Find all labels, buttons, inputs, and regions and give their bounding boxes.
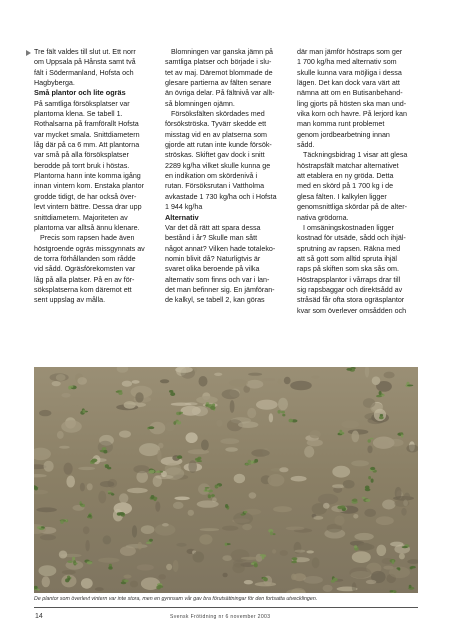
soil-clod xyxy=(255,582,276,586)
section-heading: Alternativ xyxy=(165,212,199,222)
body-line: misstag vid en av platserna som xyxy=(165,130,267,139)
soil-clod xyxy=(311,376,319,379)
soil-clod xyxy=(137,564,154,570)
body-line: genom jordbearbetning innan xyxy=(297,130,390,139)
soil-clod xyxy=(367,446,372,454)
soil-clod xyxy=(39,410,51,416)
body-line: rutan. Försöksrutan i Vattholma xyxy=(165,182,265,191)
soil-clod xyxy=(225,447,238,452)
soil-clod xyxy=(36,507,57,512)
soil-clod xyxy=(173,502,184,509)
soil-clod xyxy=(78,467,95,470)
soil-clod xyxy=(222,389,240,399)
body-line: nämna att om en Butisanbehand- xyxy=(297,89,403,98)
column-3 xyxy=(297,47,420,316)
body-line: berodde på torrt bruk i höstas. xyxy=(34,161,130,170)
body-line: nomin blivit då? Naturligtvis är xyxy=(165,254,261,263)
body-line: var mycket smala. Snittdiametern xyxy=(34,130,140,139)
body-line: kvar som överlever omsådden och xyxy=(297,306,407,315)
soil-clod xyxy=(166,564,172,570)
soil-clod xyxy=(135,392,143,402)
soil-clod xyxy=(42,576,50,587)
soil-clod xyxy=(222,526,238,531)
body-line: Plantorna hann inte komma igång xyxy=(34,172,141,181)
soil-clod xyxy=(198,483,210,494)
body-line: Var det då rätt att spara dessa xyxy=(165,223,261,232)
section-heading: Små plantor och lite ogräs xyxy=(34,88,126,98)
soil-clod xyxy=(193,552,205,563)
soil-clod xyxy=(247,408,256,418)
soil-clod xyxy=(406,445,418,453)
soil-clod xyxy=(364,509,376,517)
soil-clod xyxy=(138,542,143,550)
soil-clod xyxy=(62,570,76,574)
soil-clod xyxy=(188,460,197,473)
soil-clod xyxy=(119,493,128,503)
body-line: än övriga delar. På fältnivå var allt- xyxy=(165,89,275,98)
soil-clod xyxy=(241,557,259,560)
soil-clod xyxy=(382,500,395,510)
soil-clod xyxy=(85,540,89,551)
soil-clod xyxy=(401,508,406,516)
soil-clod xyxy=(160,379,169,383)
body-line: Försöksfälten skördades med xyxy=(171,110,265,119)
soil-clod xyxy=(294,550,305,553)
body-line: stråsäd får ofta stora ogräsplantor xyxy=(297,296,405,305)
body-line: tet av maj. Däremot blommade de xyxy=(165,68,273,77)
body-line: alternativ som finns och var i lan- xyxy=(165,275,270,284)
soil-clod xyxy=(248,373,262,376)
body-line: med en skörd på 1 700 kg i de xyxy=(297,182,394,191)
body-line: så blomningen ojämn. xyxy=(165,99,235,108)
body-line: Blomningen var ganska jämn på xyxy=(171,48,274,56)
soil-clod xyxy=(399,553,405,559)
body-line: I omsäningskostnaden ligger xyxy=(303,223,394,232)
soil-clod xyxy=(98,558,119,563)
body-line: de torra förhållanden som rådde xyxy=(34,254,136,263)
soil-clod xyxy=(393,496,414,501)
soil-clod xyxy=(124,401,136,409)
body-line: låg på alla platser. På en av för- xyxy=(34,275,135,284)
soil-clod xyxy=(303,576,323,584)
soil-clod xyxy=(313,516,323,520)
soil-clod xyxy=(130,581,138,588)
soil-clod xyxy=(157,450,161,462)
body-line: man komma runt problemet xyxy=(297,120,385,129)
body-line: försökströska. Tyvärr skedde ett xyxy=(165,120,267,129)
body-line: höstgroende ogräs missgynnats av xyxy=(34,244,145,253)
soil-clod xyxy=(56,374,66,381)
soil-clod xyxy=(223,573,228,578)
soil-clod xyxy=(77,377,87,385)
soil-clod xyxy=(155,524,176,536)
soil-clod xyxy=(103,535,112,544)
soil-clod xyxy=(83,526,90,534)
soil-clod xyxy=(158,574,166,579)
body-line: skulle kunna vara möjliga i dessa xyxy=(297,68,402,77)
body-line: svaret olika beroende på vilka xyxy=(165,265,260,274)
soil-clod xyxy=(278,398,288,411)
soil-clod xyxy=(39,565,57,576)
soil-clod xyxy=(44,399,65,407)
soil-clod xyxy=(95,587,104,591)
soil-clod xyxy=(390,542,403,547)
soil-clod xyxy=(119,431,131,438)
soil-clod xyxy=(120,546,136,556)
body-line: det man befinner sig. En jämföran- xyxy=(165,285,275,294)
body-line: något annat? Vilken hade totalekо- xyxy=(165,244,276,253)
body-line: 1 700 kg/ha med alternativ som xyxy=(297,58,397,67)
soil-clod xyxy=(307,439,323,446)
soil-clod xyxy=(342,420,360,428)
soil-clod xyxy=(372,376,381,385)
soil-clod xyxy=(323,585,333,592)
soil-clod xyxy=(384,372,395,379)
soil-clod xyxy=(334,515,344,525)
soil-clod xyxy=(318,494,338,505)
body-line: På samtliga försöksplatser var xyxy=(34,99,130,108)
footer-divider xyxy=(34,607,418,608)
column-2 xyxy=(165,47,288,306)
soil-clod xyxy=(256,400,278,410)
soil-clod xyxy=(153,475,162,487)
soil-clod xyxy=(262,378,275,381)
soil-clod xyxy=(229,379,248,387)
body-line: raps på skiften som ska sås om. xyxy=(297,265,399,274)
body-line: att etablera en ny gröda. Detta xyxy=(297,172,394,181)
body-line: vid sådd. Ogräsförekomsten var xyxy=(34,265,136,274)
body-line: gjorde att rutan inte kunde försök- xyxy=(165,141,272,150)
body-line: sig rapsbaggar och direktsådd av xyxy=(297,285,403,294)
body-line: plantorna klena. Se tabell 1. xyxy=(34,110,123,119)
page-number: 14 xyxy=(35,613,43,620)
soil-clod xyxy=(100,481,114,487)
soil-clod xyxy=(363,398,375,408)
magazine-name: Svensk Frötidning nr 6 november 2003 xyxy=(170,614,271,620)
body-line: Täckningsbidrag 1 visar att glesa xyxy=(303,151,408,160)
soil-clod xyxy=(40,535,56,541)
body-line: snittdiametern. Majoriteten av xyxy=(34,213,128,222)
soil-clod xyxy=(376,516,394,525)
soil-clod xyxy=(242,524,252,530)
soil-clod xyxy=(290,381,312,391)
soil-clod xyxy=(66,398,86,406)
field-photo xyxy=(34,367,418,593)
body-line: innan vintern kom. Enstaka plantor xyxy=(34,182,144,191)
soil-clod xyxy=(291,476,307,482)
soil-clod xyxy=(132,525,137,537)
body-line: avkastade 1 730 kg/ha och i Hofsta xyxy=(165,192,277,201)
soil-clod xyxy=(309,430,320,438)
body-line: genomsnittliga skördar på de alter- xyxy=(297,203,407,212)
soil-clod xyxy=(304,446,314,458)
body-line: söksplatserna kom däremot ett xyxy=(34,285,132,294)
soil-clod xyxy=(352,551,371,563)
soil-clod xyxy=(312,557,320,568)
photo-caption: De plantor som överlevt vintern var inte stora, men en gynnsam vår gav bra förutsättningar för den fortsatta utvecklingen. xyxy=(34,596,318,602)
body-line: plantorna var alltså ännu klenare. xyxy=(34,223,140,232)
soil-clod xyxy=(148,408,167,411)
soil-clod xyxy=(246,380,263,389)
body-line: fält i Södermanland, Hofsta och xyxy=(34,68,134,77)
soil-clod xyxy=(185,402,198,405)
soil-clod xyxy=(199,534,212,544)
soil-clod xyxy=(186,432,198,443)
soil-clod xyxy=(188,510,194,516)
soil-clod xyxy=(352,582,357,592)
soil-clod xyxy=(279,467,288,472)
soil-clod xyxy=(44,461,54,472)
soil-clod xyxy=(354,533,373,540)
soil-clod xyxy=(81,578,93,589)
body-line: 2289 kg/ha vilket skulle kunna ge xyxy=(165,161,271,170)
body-line: ströskas. Skiftet gav dock i snitt xyxy=(165,151,265,160)
arrow-marker-icon xyxy=(26,50,31,56)
soil-clod xyxy=(181,406,201,416)
soil-clod xyxy=(238,421,258,428)
body-line: höstrapsfält matchar alternativet xyxy=(297,161,399,170)
body-line: sprutning av rapsen. Räkna med xyxy=(297,244,401,253)
soil-clod xyxy=(59,446,70,449)
soil-clod xyxy=(214,373,222,376)
soil-clod xyxy=(220,438,239,444)
soil-clod xyxy=(199,376,208,387)
body-line: Precis som rapsen hade även xyxy=(40,234,135,243)
body-line: sent uppslag av målla. xyxy=(34,296,106,305)
soil-clod xyxy=(272,549,276,553)
body-line: Hagbyberga. xyxy=(34,79,75,88)
soil-clod xyxy=(352,431,360,443)
soil-clod xyxy=(251,449,269,457)
body-line: vika korn och havre. På lerjord kan xyxy=(297,110,407,119)
soil-clod xyxy=(124,575,132,579)
soil-clod xyxy=(64,463,73,475)
body-line: nativa grödorna. xyxy=(297,213,349,222)
soil-clod xyxy=(249,492,257,498)
body-line: grodde tidigt, de har också över- xyxy=(34,192,137,201)
body-line: levt vintern bättre. Dessa drar upp xyxy=(34,203,142,212)
body-line: de kalkyl, se tabell 2, kan göras xyxy=(165,296,265,305)
soil-clod xyxy=(87,483,93,490)
soil-clod xyxy=(52,381,61,386)
body-line: Rothalsarna på framförallt Hofsta xyxy=(34,120,139,129)
body-line: samtliga platser och började i slu- xyxy=(165,58,272,67)
soil-clod xyxy=(366,580,377,584)
body-line: lägen. Det kan dock vara värt att xyxy=(297,79,400,88)
soil-clod xyxy=(269,413,273,422)
soil-clod xyxy=(200,528,219,531)
body-line: kostnad för utsäde, sådd och ihjäl- xyxy=(297,234,406,243)
soil-clod xyxy=(216,420,222,427)
body-line: bestånd i år? Skulle man sått xyxy=(165,234,258,243)
body-line: ling gjorts på hösten ska man und- xyxy=(297,99,407,108)
soil-clod xyxy=(141,525,155,534)
soil-clod xyxy=(286,527,305,531)
soil-clod xyxy=(66,476,75,488)
soil-clod xyxy=(351,460,369,466)
body-line: 1 944 kg/ha xyxy=(165,203,203,212)
body-line: låg där på ca 6 mm. Att plantorna xyxy=(34,141,140,150)
soil-clod xyxy=(197,500,219,507)
soil-clod xyxy=(139,443,160,456)
soil-clod xyxy=(59,551,67,559)
body-line: en indikation om skördenivå i xyxy=(165,172,258,181)
soil-clod xyxy=(403,500,408,507)
soil-clod xyxy=(343,480,355,489)
soil-clod xyxy=(273,506,292,512)
body-line: Höstrapsplantor i vårraps drar till xyxy=(297,275,401,284)
soil-clod xyxy=(80,483,85,492)
soil-clod xyxy=(122,381,132,387)
body-line: där man jämför höstraps som ger xyxy=(297,48,403,56)
body-line: glesare partierna av fälten senare xyxy=(165,79,272,88)
soil-clod xyxy=(127,488,148,493)
soil-clod xyxy=(61,393,70,398)
soil-clod xyxy=(349,567,371,578)
body-line: att så gott som alltid spruta ihjäl xyxy=(297,254,398,263)
soil-clod xyxy=(306,550,314,553)
soil-clod xyxy=(133,465,149,473)
soil-clod xyxy=(388,439,403,447)
soil-clod xyxy=(357,543,372,551)
soil-clod xyxy=(323,503,330,509)
soil-clod xyxy=(176,543,186,547)
column-1 xyxy=(34,47,157,306)
soil-clod xyxy=(57,431,64,439)
soil-clod xyxy=(278,379,282,384)
soil-clod xyxy=(132,380,140,384)
body-line: sådd. xyxy=(297,141,315,150)
body-line: om Uppsala på Hånsta samt två xyxy=(34,58,136,67)
body-line: glesa fälten. I kalkylen ligger xyxy=(297,192,387,201)
soil-clod xyxy=(233,560,244,568)
soil-clod xyxy=(61,420,82,432)
soil-clod xyxy=(155,501,160,511)
soil-clod xyxy=(268,474,285,486)
soil-clod xyxy=(332,466,350,478)
soil-clod xyxy=(376,545,386,556)
soil-clod xyxy=(234,474,245,484)
soil-clod xyxy=(284,377,291,384)
soil-clod xyxy=(201,440,209,451)
soil-clod xyxy=(244,580,253,584)
body-line: Tre fält valdes till slut ut. Ett norr xyxy=(34,48,136,56)
soil-clod xyxy=(174,497,189,501)
soil-clod xyxy=(230,400,235,413)
soil-clod xyxy=(280,550,288,556)
soil-clod xyxy=(353,514,358,519)
body-line: var små på alla försöksplatser xyxy=(34,151,129,160)
soil-clod xyxy=(173,560,179,572)
soil-clod xyxy=(165,463,182,475)
soil-clod xyxy=(98,491,106,504)
